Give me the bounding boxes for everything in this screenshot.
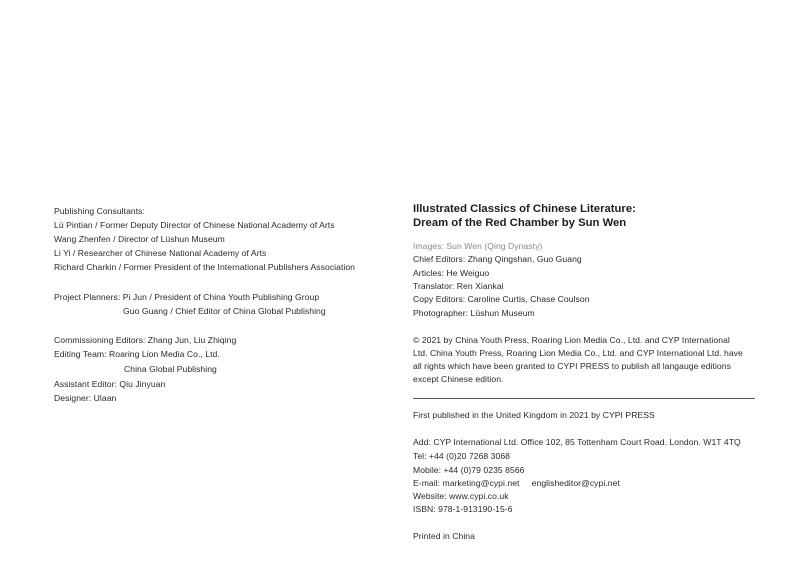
designer: Designer: Ulaan [54,393,117,403]
consultants-heading: Publishing Consultants: [54,206,145,216]
credit-photographer: Photographer: Lüshun Museum [413,308,535,318]
isbn: ISBN: 978-1-913190-15-6 [413,504,513,514]
contact-website: Website: www.cypi.co.uk [413,491,509,501]
printed-in: Printed in China [413,531,475,541]
credit-articles: Articles: He Weiguo [413,268,490,278]
book-title-line2: Dream of the Red Chamber by Sun Wen [413,217,627,229]
divider-rule [413,398,755,399]
consultant-li-yi: Li Yi / Researcher of Chinese National Academy of Arts [54,248,267,258]
first-published: First published in the United Kingdom in 2021 by CYPI PRESS [413,410,655,420]
consultant-richard-charkin: Richard Charkin / Former President of the International Publishers Association [54,262,356,272]
contact-mobile: Mobile: +44 (0)79 0235 8566 [413,465,525,475]
commissioning-editors: Commissioning Editors: Zhang Jun, Liu Zhiqing [54,335,237,345]
copyright-line3: all rights which have been granted to CYPI PRESS to publish all langauge editions [413,361,731,371]
editing-team: Editing Team: Roaring Lion Media Co., Ltd. [54,349,220,359]
project-planner-guo-guang: Guo Guang / Chief Editor of China Global Publishing [123,306,326,316]
contact-email: E-mail: marketing@cypi.net englisheditor@cypi.net [413,478,620,488]
book-title-line1: Illustrated Classics of Chinese Literature: [413,203,636,215]
copyright-line4: except Chinese edition. [413,374,504,384]
consultant-wang-zhenfen: Wang Zhenfen / Director of Lüshun Museum [54,234,225,244]
copyright-line1: © 2021 by China Youth Press, Roaring Lion Media Co., Ltd. and CYP International [413,335,730,345]
contact-address: Add: CYP International Ltd. Office 102, 85 Tottenham Court Road. London. W1T 4TQ [413,437,741,447]
editing-team-china-global: China Global Publishing [124,364,217,374]
consultant-lu-pintian: Lü Pintian / Former Deputy Director of Chinese National Academy of Arts [54,220,335,230]
contact-tel: Tel: +44 (0)20 7268 3068 [413,451,510,461]
assistant-editor: Assistant Editor: Qiu Jinyuan [54,379,166,389]
project-planners-line: Project Planners: Pi Jun / President of China Youth Publishing Group [54,292,320,302]
copyright-line2: Ltd. China Youth Press, Roaring Lion Media Co., Ltd. and CYP International Ltd. have [413,348,743,358]
credit-copy-editors: Copy Editors: Caroline Curtis, Chase Coulson [413,294,590,304]
credit-chief-editors: Chief Editors: Zhang Qingshan, Guo Guang [413,254,582,264]
credit-images: Images: Sun Wen (Qing Dynasty) [413,241,543,251]
credit-translator: Translator: Ren Xiankai [413,281,504,291]
